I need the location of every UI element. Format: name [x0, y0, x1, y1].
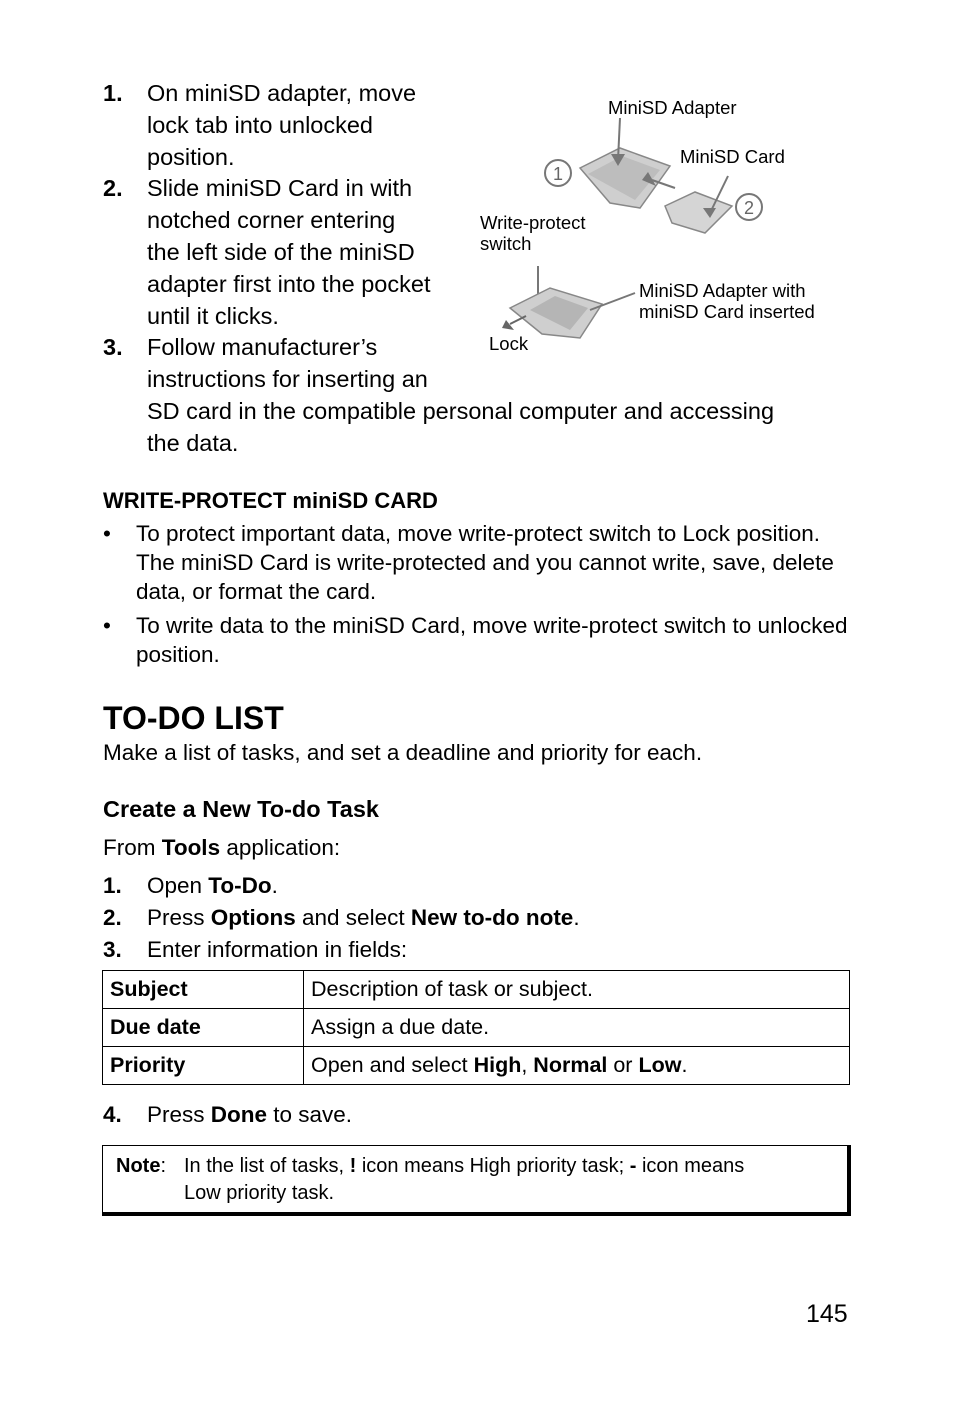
- priority-sep: or: [607, 1053, 639, 1077]
- table-row: [103, 1009, 850, 1047]
- bullet-text: To write data to the miniSD Card, move write-protect switch to unlocked position.: [136, 613, 848, 667]
- todo-heading: TO-DO LIST: [103, 700, 284, 736]
- step-bold: Options: [210, 905, 296, 930]
- step-line: the left side of the miniSD: [147, 238, 415, 265]
- step-number: 2.: [103, 905, 122, 930]
- step-line: instructions for inserting an: [147, 366, 428, 393]
- priority-low: Low: [638, 1053, 682, 1077]
- step-text: Open: [147, 873, 209, 898]
- todo-step-1: [103, 870, 843, 902]
- step-text: .: [573, 905, 580, 930]
- step-line: Follow manufacturer’s: [147, 334, 378, 361]
- priority-normal: Normal: [533, 1053, 608, 1077]
- fields-table: [102, 970, 850, 1085]
- from-rest: application:: [220, 835, 341, 860]
- step-line: SD card in the compatible personal computer and accessing: [147, 397, 775, 424]
- note-bold: !: [349, 1155, 357, 1177]
- adapter-with-card-icon: [510, 288, 635, 338]
- step-number: 1.: [103, 80, 123, 106]
- label-write-protect: Write-protect: [480, 212, 586, 233]
- todo-intro: Make a list of tasks, and set a deadline and priority for each.: [103, 740, 703, 765]
- step-line: position.: [147, 143, 235, 170]
- field-name: Due date: [103, 1009, 304, 1047]
- step-number: 3.: [103, 334, 123, 361]
- label-switch: switch: [480, 233, 532, 254]
- step-bold: Done: [210, 1102, 268, 1127]
- step-text: .: [271, 873, 278, 898]
- field-description: Assign a due date.: [304, 1009, 850, 1047]
- step-number: 4.: [103, 1102, 122, 1127]
- note-label-text: Note: [116, 1155, 161, 1177]
- table-row: [103, 1047, 850, 1085]
- step-1-marker-icon: [545, 160, 571, 186]
- step-text: and select: [295, 905, 411, 930]
- step-line: notched corner entering: [147, 207, 396, 234]
- priority-sep: ,: [521, 1053, 534, 1077]
- priority-text: Open and select: [311, 1053, 474, 1077]
- label-minisd-card: MiniSD Card: [680, 146, 785, 167]
- step-text: to save.: [267, 1102, 353, 1127]
- note-line-1: [184, 1155, 834, 1178]
- note-text: icon means High priority task;: [356, 1155, 630, 1177]
- note-bold: -: [629, 1155, 637, 1177]
- from-tools-line: [103, 835, 340, 861]
- write-protect-bullets: [103, 519, 848, 674]
- note-text: In the list of tasks,: [184, 1155, 350, 1177]
- bullet-dot: •: [103, 613, 111, 638]
- minisd-card-icon: [665, 176, 732, 233]
- step-bold: To-Do: [208, 873, 272, 898]
- step-4-line: [103, 1102, 843, 1128]
- priority-end: .: [681, 1053, 688, 1077]
- minisd-figure: [470, 88, 850, 388]
- step-bold: New to-do note: [410, 905, 574, 930]
- field-description: [304, 1047, 850, 1085]
- marker-1-label: 1: [552, 164, 564, 184]
- label-card-inserted: miniSD Card inserted: [639, 301, 815, 322]
- step-number: 1.: [103, 873, 122, 898]
- step-line: adapter first into the pocket: [147, 270, 431, 297]
- field-name: Priority: [103, 1047, 304, 1085]
- create-task-heading: Create a New To-do Task: [103, 796, 379, 822]
- step-text: Press: [147, 1102, 211, 1127]
- field-description: Description of task or subject.: [304, 971, 850, 1009]
- step-line: On miniSD adapter, move: [147, 80, 417, 106]
- bullet-item: [103, 611, 848, 669]
- todo-step-3: [103, 934, 843, 966]
- from-text: From: [103, 835, 162, 860]
- step-number: 2.: [103, 175, 123, 202]
- todo-step-2: [103, 902, 843, 934]
- todo-steps: [103, 870, 843, 966]
- step-text: Enter information in fields:: [147, 937, 408, 962]
- priority-high: High: [473, 1053, 522, 1077]
- label-adapter-with: MiniSD Adapter with: [639, 280, 806, 301]
- step-line: lock tab into unlocked: [147, 111, 374, 138]
- bullet-dot: •: [103, 521, 111, 546]
- minisd-adapter-icon: [580, 118, 670, 208]
- step-line: Slide miniSD Card in with: [147, 175, 413, 202]
- table-row: [103, 971, 850, 1009]
- note-text: icon means: [636, 1155, 745, 1177]
- lock-arrow-icon: [502, 316, 526, 330]
- note-box: [102, 1145, 851, 1216]
- step-text: Press: [147, 905, 211, 930]
- step-2-marker-icon: [736, 194, 762, 220]
- note-label: [116, 1155, 166, 1178]
- step-line: the data.: [147, 429, 239, 456]
- label-minisd-adapter: MiniSD Adapter: [608, 97, 737, 118]
- page-number: 145: [806, 1300, 848, 1328]
- marker-2-label: 2: [743, 198, 755, 218]
- bullet-text: To protect important data, move write-protect switch to Lock position. The miniSD Card is write-protected and you cannot write, save, delete data, or format the card.: [136, 521, 834, 604]
- write-protect-heading: WRITE-PROTECT miniSD CARD: [103, 488, 438, 513]
- tools-bold: Tools: [161, 835, 221, 860]
- label-lock: Lock: [489, 333, 529, 354]
- field-name: Subject: [103, 971, 304, 1009]
- todo-step-4: [103, 1102, 843, 1128]
- note-line-2: Low priority task.: [184, 1182, 335, 1204]
- note-colon: :: [160, 1155, 167, 1177]
- step-line: until it clicks.: [147, 302, 279, 329]
- bullet-item: [103, 519, 848, 606]
- step-number: 3.: [103, 937, 122, 962]
